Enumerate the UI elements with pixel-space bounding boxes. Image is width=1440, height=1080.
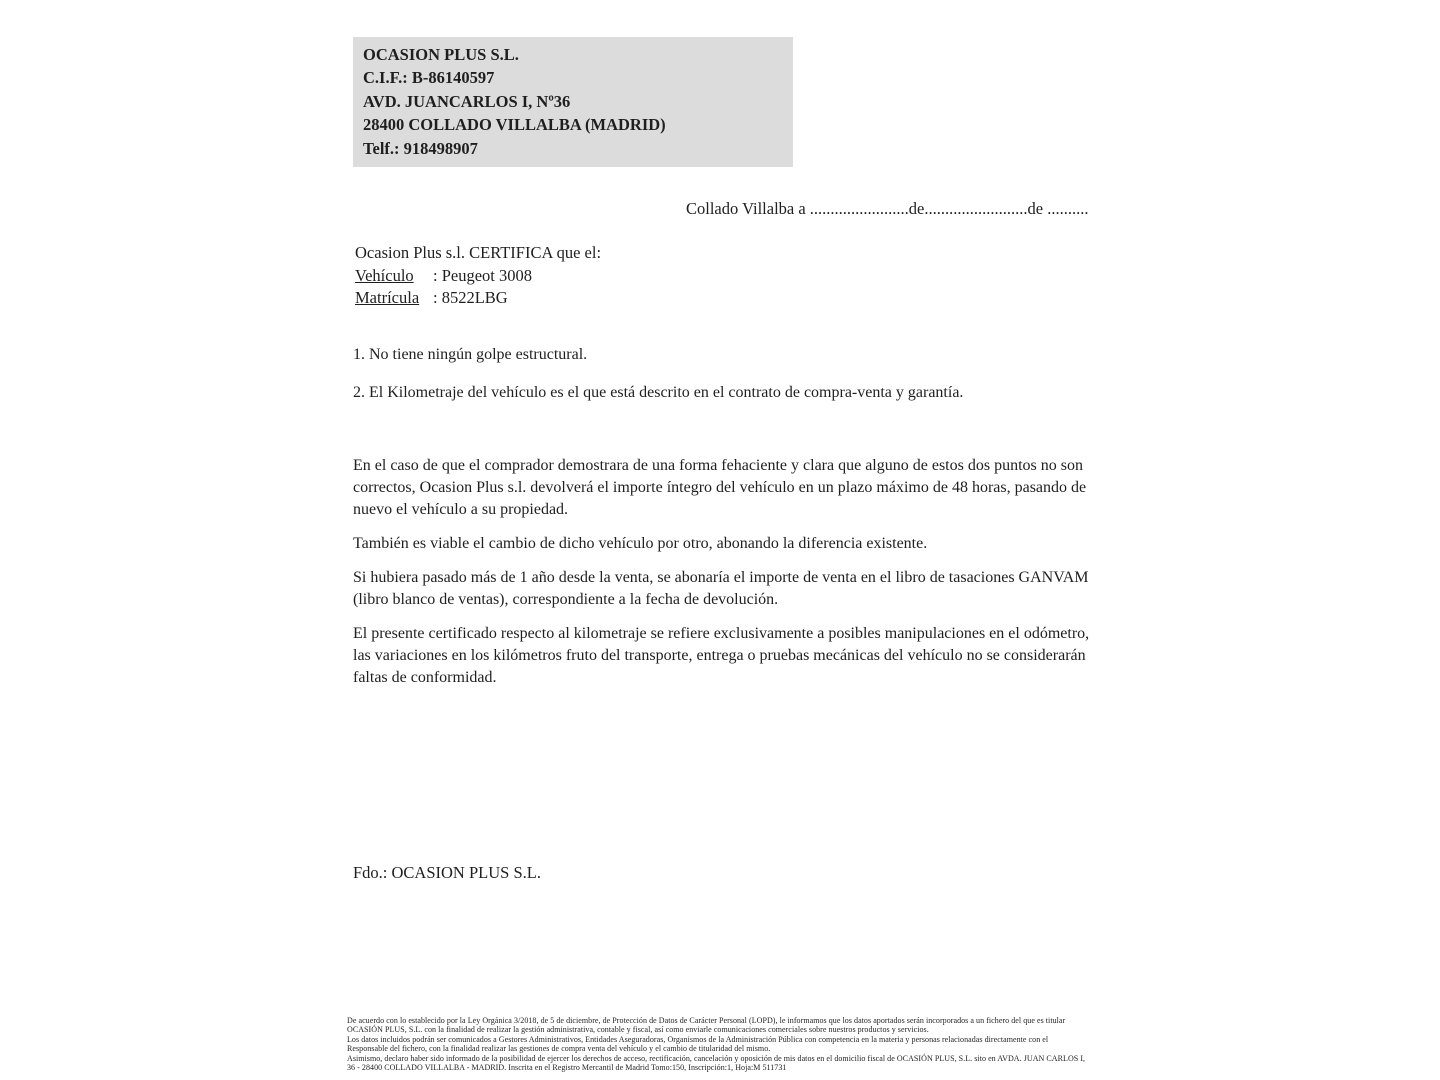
point-1: 1. No tiene ningún golpe estructural. [353,346,588,363]
company-phone: Telf.: 918498907 [363,138,478,158]
legal-paragraph-rights: Asimismo, declaro haber sido informado de la posibilidad de ejercer los derechos de acceso, rectificación, cancelación y oposición de mis datos en el domicilio fiscal de OCASIÓN PLUS, S.L. sito en AVDA. JUAN CARLOS I, 36 - 28400 COLLADO VILLALBA - MADRID. Inscrita en el Registro Mercantil de Madrid Tomo:150, Inscripción:1, Hoja:M 511731 [347,1053,1086,1073]
legal-paragraph-data-sharing: Los datos incluidos podrán ser comunicados a Gestores Administrativos, Entidades Aseguradoras, Organismos de la Administración Pública con competencia en la materia y personas relacionadas directamente con el Responsable del fichero, con la finalidad realizar las gestiones de compra venta del vehículo y el cambio de titularidad del mismo. [347,1034,1049,1054]
vehicle-value: : Peugeot 3008 [433,265,532,285]
plate-value: : 8522LBG [433,288,508,307]
paragraph-odometer: El presente certificado respecto al kilometraje se refiere exclusivamente a posibles manipulaciones en el odómetro, las variaciones en los kilómetros fruto del transporte, entrega o pruebas mecánicas del vehículo no se considerarán faltas de conformidad. [353,625,1090,686]
company-header-block [353,37,793,167]
paragraph-refund: En el caso de que el comprador demostrara de una forma fehaciente y clara que alguno de estos dos puntos no son correctos, Ocasion Plus s.l. devolverá el importe íntegro del vehículo en un plazo máximo de 48 horas, pasando de nuevo el vehículo a su propiedad. [353,457,1087,518]
paragraph-ganvam: Si hubiera pasado más de 1 año desde la venta, se abonaría el importe de venta en el libro de tasaciones GANVAM (libro blanco de ventas), correspondiente a la fecha de devolución. [353,569,1089,608]
date-line: Collado Villalba a ........................de.........................de .......... [686,199,1089,218]
plate-field-row [355,287,601,310]
company-city: 28400 COLLADO VILLALBA (MADRID) [363,115,666,135]
company-cif: C.I.F.: B-86140597 [363,68,495,88]
signature-line: Fdo.: OCASION PLUS S.L. [353,863,541,882]
certify-intro: Ocasion Plus s.l. CERTIFICA que el: [355,243,602,262]
certify-block [355,242,601,310]
points-list [353,344,1095,420]
legal-footer [347,1016,1087,1072]
company-name: OCASION PLUS S.L. [363,45,519,64]
company-address: AVD. JUANCARLOS I, Nº36 [363,91,571,111]
legal-paragraph-lopd: De acuerdo con lo establecido por la Ley Orgánica 3/2018, de 5 de diciembre, de Protección de Datos de Carácter Personal (LOPD), le informamos que los datos aportados serán incorporados a un fichero del que es titular OCASIÓN PLUS, S.L. con la finalidad de realizar la gestión administrativa, contable y fiscal, así como enviarle comunicaciones comerciales sobre nuestros productos y servicios. [347,1016,1066,1035]
plate-label: Matrícula [355,288,420,307]
paragraph-exchange: También es viable el cambio de dicho vehículo por otro, abonando la diferencia existente. [353,535,928,552]
vehicle-label: Vehículo [355,265,414,285]
vehicle-field-row [355,265,601,288]
body-paragraphs [353,455,1095,701]
point-2: 2. El Kilometraje del vehículo es el que está descrito en el contrato de compra-venta y garantía. [353,384,964,401]
